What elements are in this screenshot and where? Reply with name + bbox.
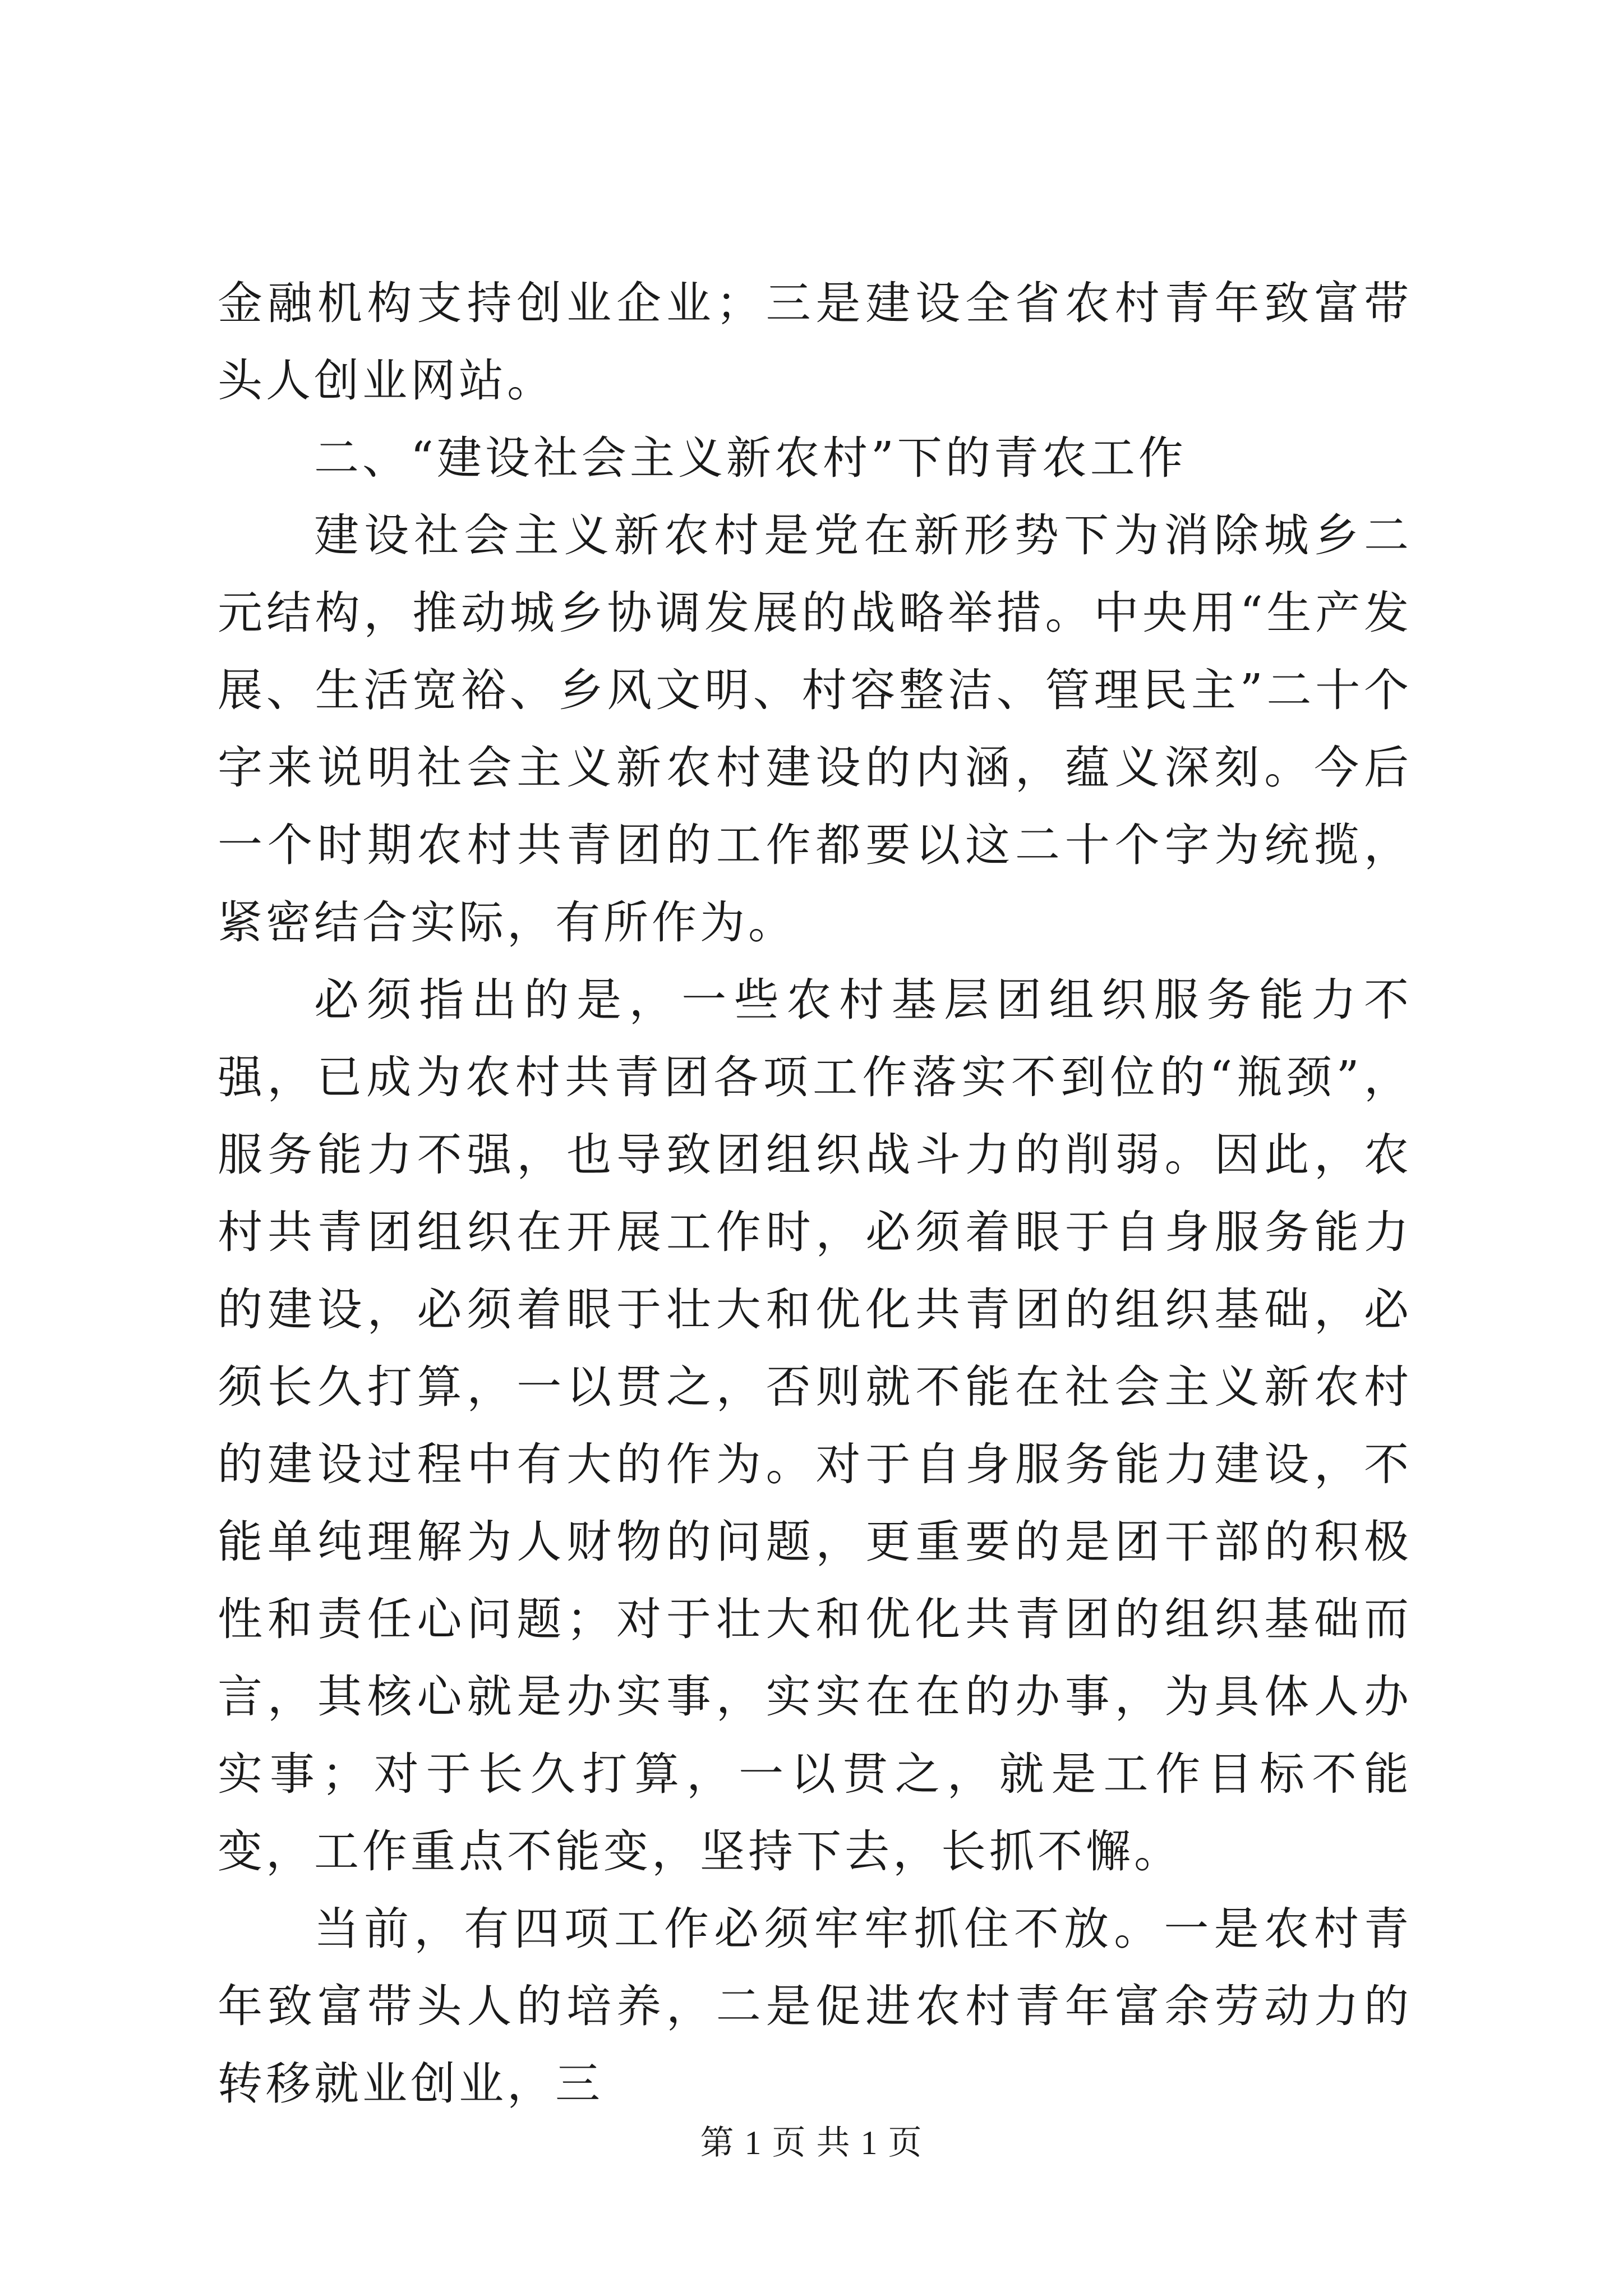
page-number-label: 第 1 页 共 1 页: [700, 2124, 923, 2161]
page-footer: [0, 2120, 1623, 2165]
paragraph-continuation: 金融机构支持创业企业；三是建设全省农村青年致富带头人创业网站。: [218, 277, 1412, 407]
document-body: [218, 265, 1412, 2123]
paragraph-service-capacity: 必须指出的是，一些农村基层团组织服务能力不强，已成为农村共青团各项工作落实不到位的“瓶颈”，服务能力不强，也导致团组织战斗力的削弱。因此，农村共青团组织在开展工作时，必须着眼于自身服务能力的建设，必须着眼于壮大和优化共青团的组织基础，必须长久打算，一以贯之，否则就不能在社会主义新农村的建设过程中有大的作为。对于自身服务能力建设，不能单纯理解为人财物的问题，更重要的是团干部的积极性和责任心问题；对于壮大和优化共青团的组织基础而言，其核心就是办实事，实实在在的办事，为具体人办实事；对于长久打算，一以贯之，就是工作目标不能变，工作重点不能变，坚持下去，长抓不懈。: [218, 974, 1412, 1878]
paragraph-new-countryside: 建设社会主义新农村是党在新形势下为消除城乡二元结构，推动城乡协调发展的战略举措。中央用“生产发展、生活宽裕、乡风文明、村容整洁、管理民主”二十个字来说明社会主义新农村建设的内涵，蕴义深刻。今后一个时期农村共青团的工作都要以这二十个字为统揽，紧密结合实际，有所作为。: [218, 509, 1412, 949]
paragraph-four-tasks: 当前，有四项工作必须牢牢抓住不放。一是农村青年致富带头人的培养，二是促进农村青年富余劳动力的转移就业创业，三: [218, 1903, 1412, 2110]
section-heading: 二、“建设社会主义新农村”下的青农工作: [314, 432, 1187, 484]
